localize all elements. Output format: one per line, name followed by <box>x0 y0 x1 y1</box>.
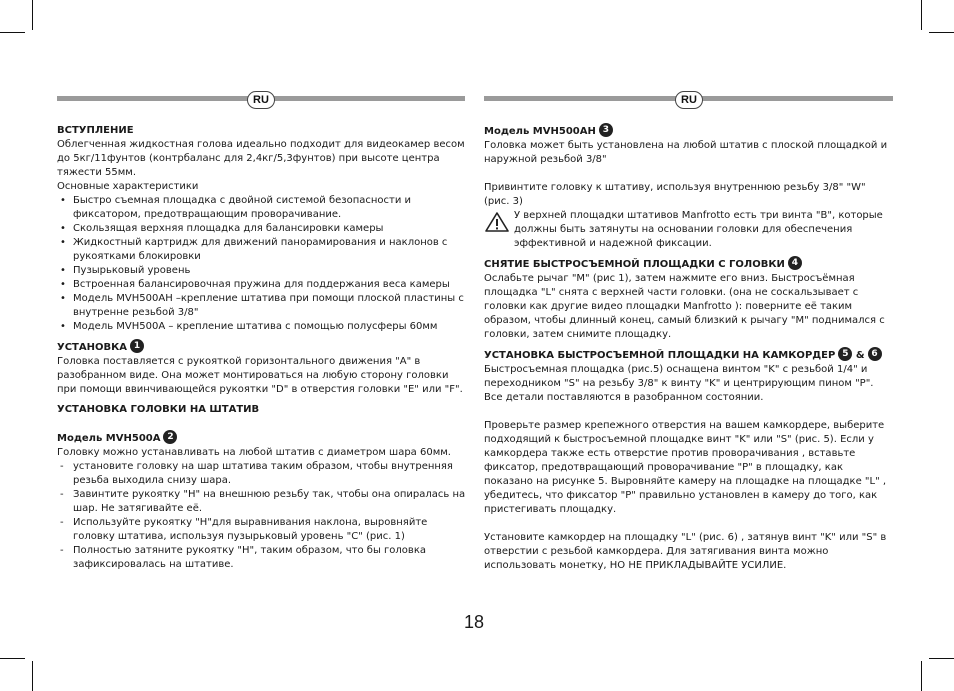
crop-mark <box>921 0 922 30</box>
figure-number-badge: 1 <box>130 339 144 353</box>
features-list <box>57 194 469 334</box>
model-a-steps <box>57 460 469 572</box>
features-title: Основные характеристики <box>57 181 199 192</box>
figure-number-badge: 4 <box>788 256 802 270</box>
model-a-text: Головку можно устанавливать на любой штатив с диаметром шара 60мм. <box>57 447 451 458</box>
screw-text: Привинтите головку к штативу, используя внутреннюю резьбу 3/8" "W" (рис. 3) <box>484 182 866 207</box>
list-item: • Быстро съемная площадка с двойной системой безопасности и фиксатором, предотвращающим проворачивание. <box>60 195 412 220</box>
list-item: • Встроенная балансировочная пружина для поддержания веса камеры <box>60 279 450 290</box>
camcorder-title: УСТАНОВКА БЫСТРОСЪЕМНОЙ ПЛОЩАДКИ НА КАМКОРДЕР 5 & 6 <box>484 348 894 363</box>
figure-number-badge: 5 <box>838 347 852 361</box>
crop-mark <box>0 658 25 659</box>
crop-mark <box>32 661 33 691</box>
language-badge-right: RU <box>675 91 703 109</box>
camcorder-text: Быстросъемная площадка (рис.5) оснащена винтом "K" с резьбой 1/4" и переходником "S" на резьбу 3/8" к винту "K" и центрирующим пином "P". Все детали поставляются в разобранном состоянии. <box>484 364 874 403</box>
crop-mark <box>929 32 954 33</box>
model-ah-text: Головка может быть установлена на любой штатив с плоской площадкой и наружной резьбой 3/8" <box>484 140 888 165</box>
intro-title: ВСТУПЛЕНИЕ <box>57 125 134 136</box>
tripod-title: УСТАНОВКА ГОЛОВКИ НА ШТАТИВ <box>57 404 260 415</box>
install-title: УСТАНОВКА 1 <box>57 340 469 355</box>
list-item: • Модель MVH500AH –крепление штатива при помощи плоской пластины с внутренне резьбой 3/8" <box>60 293 464 318</box>
remove-text: Ослабьте рычаг "M" (рис 1), затем нажмите его вниз. Быстросъёмная площадка "L" снята с верхней части головки. (она не соскальзывает с головки как другие видео площадки Manfrotto ): поверните её таким образом, чтобы длинный конец, самый близкий к рычагу "M" поднимался с головки, затем снимите площадку. <box>484 273 885 340</box>
warning-text: У верхней площадки штативов Manfrotto есть три винта "B", которые должны быть затянуты на основании головки для обеспечения эффективной и надежной фиксации. <box>514 210 883 249</box>
list-item: - Используйте рукоятку "H"для выравнивания наклона, выровняйте головку штатива, используя пузырьковый уровень "C" (рис. 1) <box>60 517 428 542</box>
model-a-title: Модель MVH500A 2 <box>57 431 469 446</box>
list-item: • Пузырьковый уровень <box>60 265 191 276</box>
mount-text: Установите камкордер на площадку "L" (рис. 6) , затянув винт "K" или "S" в отверстии с резьбой камкордера. Для затягивания винта можно использовать монетку, НО НЕ ПРИКЛАДЫВАЙТЕ УСИЛИЕ. <box>484 532 887 571</box>
crop-mark <box>921 661 922 691</box>
install-text: Головка поставляется с рукояткой горизонтального движения "A" в разобранном виде. Она может монтироваться на любую сторону головки при помощи ввинчивающейся рукоятки "D" в отверстия головки "E" или "F". <box>57 356 463 395</box>
list-item: - Полностью затяните рукоятку "H", таким образом, что бы головка зафиксировалась на штативе. <box>60 545 426 570</box>
figure-number-badge: 6 <box>868 347 882 361</box>
language-badge-left: RU <box>247 91 275 109</box>
right-column <box>484 124 894 573</box>
model-ah-title: Модель MVH500AH 3 <box>484 124 894 139</box>
list-item: • Жидкостный картридж для движений панорамирования и наклонов с рукоятками блокировки <box>60 237 448 262</box>
page-number: 18 <box>464 612 485 632</box>
warning-triangle-icon <box>484 211 510 233</box>
intro-text: Облегченная жидкостная голова идеально подходит для видеокамер весом до 5кг/11фунтов (контрбаланс для 2,4кг/5,3фунтов) при высоте центра тяжести 55мм. <box>57 139 465 178</box>
crop-mark <box>929 658 954 659</box>
check-text: Проверьте размер крепежного отверстия на вашем камкордере, выберите подходящий к быстросъемной площадке винт "K" или "S" (рис. 5). Если у камкордера также есть отверстие против проворачивания , вставьте фиксатор, предотвращающий проворачивание "P" в площадку, как показано на рисунке 5. Выровняйте камеру на площадке на площадке "L" , убедитесь, что фиксатор "P" правильно установлен в камеру до того, как пристегивать площадку. <box>484 420 887 515</box>
list-item: • Скользящая верхняя площадка для балансировки камеры <box>60 223 384 234</box>
remove-title: СНЯТИЕ БЫСТРОСЪЕМНОЙ ПЛОЩАДКИ С ГОЛОВКИ 4 <box>484 257 894 272</box>
figure-number-badge: 3 <box>599 123 613 137</box>
warning-note <box>484 209 894 251</box>
crop-mark <box>32 0 33 30</box>
list-item: - Завинтите рукоятку "H" на внешнюю резьбу так, чтобы она опиралась на шар. Не затягивайте её. <box>60 489 466 514</box>
list-item: • Модель MVH500A – крепление штатива с помощью полусферы 60мм <box>60 321 438 332</box>
figure-number-badge: 2 <box>163 430 177 444</box>
crop-mark <box>0 32 25 33</box>
left-column <box>57 124 469 572</box>
list-item: - установите головку на шар штатива таким образом, чтобы внутренняя резьба выходила снизу шара. <box>60 461 453 486</box>
